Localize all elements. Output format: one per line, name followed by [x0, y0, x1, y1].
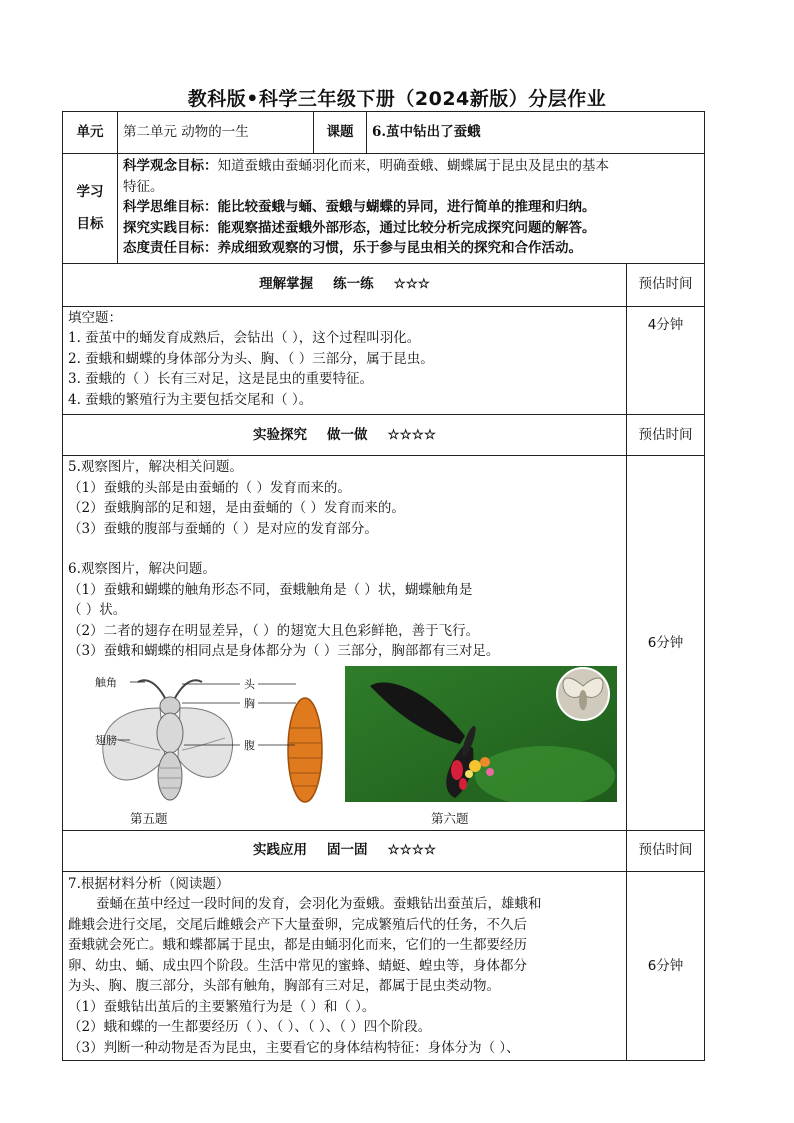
goals-row — [63, 154, 705, 264]
unit-label: 单元 — [63, 112, 118, 154]
goals-content — [118, 154, 705, 264]
goal-line: 特征。 — [123, 178, 164, 195]
reading-line: 蚕蛹在茧中经过一段时间的发育，会羽化为蚕蛾。蚕蛾钻出蚕茧后，雄蛾和 — [96, 896, 542, 912]
head-label: 头 — [244, 677, 255, 691]
question-line: 7.根据材料分析（阅读题） — [68, 875, 230, 892]
question-line: （1）蚕蛾钻出茧后的主要繁殖行为是（ ）和（ ）。 — [68, 998, 376, 1015]
section2-time-label: 预估时间 — [627, 415, 705, 456]
question-line: 填空题： — [68, 309, 122, 326]
section1-time-label: 预估时间 — [627, 263, 705, 306]
section2-heading-row — [63, 415, 705, 456]
section3-time-value: 6分钟 — [627, 871, 705, 1061]
butterfly-figure — [345, 666, 617, 802]
reading-line: 蚕蛾就会死亡。蛾和蝶都属于昆虫，都是由蛹羽化而来，它们的一生都要经历 — [68, 937, 527, 953]
figure5-caption: 第五题 — [130, 810, 168, 826]
section2-questions — [63, 456, 627, 831]
goal-line: 科学思维目标：能比较蚕蛾与蛹、蚕蛾与蝴蝶的异同，进行简单的推理和归纳。 — [123, 199, 596, 215]
page-title: 教科版•科学三年级下册（2024新版）分层作业 — [187, 88, 607, 110]
section1-body-row — [63, 306, 705, 415]
section3-body-row — [63, 871, 705, 1061]
section1-heading-row — [63, 263, 705, 306]
lesson-value: 6.茧中钻出了蚕蛾 — [367, 112, 705, 154]
abdomen-label: 腹 — [244, 738, 255, 752]
question-line: 1. 蚕茧中的蛹发育成熟后，会钻出（ ），这个过程叫羽化。 — [68, 330, 421, 346]
figure6-caption: 第六题 — [431, 810, 469, 826]
figures-area — [68, 662, 621, 830]
section3-heading-row — [63, 830, 705, 871]
unit-value: 第二单元 动物的一生 — [118, 112, 314, 154]
section3-time-label: 预估时间 — [627, 830, 705, 871]
reading-line: 雌蛾会进行交尾，交尾后雌蛾会产下大量蚕卵，完成繁殖后代的任务，不久后 — [68, 916, 527, 933]
lesson-label: 课题 — [314, 112, 367, 154]
question-line: （3）判断一种动物是否为昆虫，主要看它的身体结构特征：身体分为（ ）、 — [68, 1039, 520, 1056]
section3-questions — [63, 871, 627, 1061]
question-line: 4. 蚕蛾的繁殖行为主要包括交尾和（ ）。 — [68, 391, 313, 408]
section2-time-value: 6分钟 — [627, 456, 705, 831]
header-row — [63, 112, 705, 154]
goals-label: 学习 目标 — [63, 154, 118, 264]
reading-line: 卵、幼虫、蛹、成虫四个阶段。生活中常见的蜜蜂、蜻蜓、蝗虫等，身体都分 — [68, 957, 527, 974]
section3-heading: 实践应用 固一固 ☆☆☆☆ — [63, 830, 627, 871]
reading-line: 为头、胸、腹三部分，头部有触角，胸部有三对足，都属于昆虫类动物。 — [68, 978, 500, 994]
goal-line: 科学观念目标：知道蚕蛾由蚕蛹羽化而来，明确蚕蛾、蝴蝶属于昆虫及昆虫的基本 — [123, 158, 609, 174]
question-line: （2）二者的翅存在明显差异，（ ）的翅宽大且色彩鲜艳，善于飞行。 — [68, 622, 480, 639]
section1-questions — [63, 306, 627, 415]
section1-heading: 理解掌握 练一练 ☆☆☆ — [63, 263, 627, 306]
goal-line: 探究实践目标：能观察描述蚕蛾外部形态，通过比较分析完成探究问题的解答。 — [123, 219, 596, 236]
question-line: 6.观察图片，解决问题。 — [68, 561, 216, 577]
wing-label: 翅膀 — [95, 733, 117, 747]
section2-heading: 实验探究 做一做 ☆☆☆☆ — [63, 415, 627, 456]
question-line: （3）蚕蛾和蝴蝶的相同点是身体都分为（ ）三部分，胸部都有三对足。 — [68, 643, 500, 659]
thorax-label: 胸 — [244, 696, 255, 710]
goal-line: 态度责任目标：养成细致观察的习惯，乐于参与昆虫相关的探究和合作活动。 — [123, 240, 582, 256]
question-line: （3）蚕蛾的腹部与蚕蛹的（ ）是对应的发育部分。 — [68, 520, 378, 537]
section1-time-value: 4分钟 — [627, 306, 705, 415]
question-line: （1）蚕蛾的头部是由蚕蛹的（ ）发育而来的。 — [68, 479, 351, 496]
moth-pupa-figure — [90, 668, 335, 808]
question-line: （2）蚕蛾胸部的足和翅，是由蚕蛹的（ ）发育而来的。 — [68, 500, 405, 516]
question-line: （2）蛾和蝶的一生都要经历（ ）、（ ）、（ ）、（ ）四个阶段。 — [68, 1019, 432, 1035]
question-line: 3. 蚕蛾的（ ）长有三对足，这是昆虫的重要特征。 — [68, 371, 373, 387]
question-line: 2. 蚕蛾和蝴蝶的身体部分为头、胸、（ ）三部分，属于昆虫。 — [68, 350, 434, 367]
antenna-label: 触角 — [95, 675, 117, 689]
question-line: 5.观察图片，解决相关问题。 — [68, 459, 243, 475]
question-line: （ ）状。 — [68, 602, 127, 618]
homework-table — [62, 111, 705, 1061]
question-line: （1）蚕蛾和蝴蝶的触角形态不同，蚕蛾触角是（ ）状，蝴蝶触角是 — [68, 581, 473, 598]
section2-body-row — [63, 456, 705, 831]
